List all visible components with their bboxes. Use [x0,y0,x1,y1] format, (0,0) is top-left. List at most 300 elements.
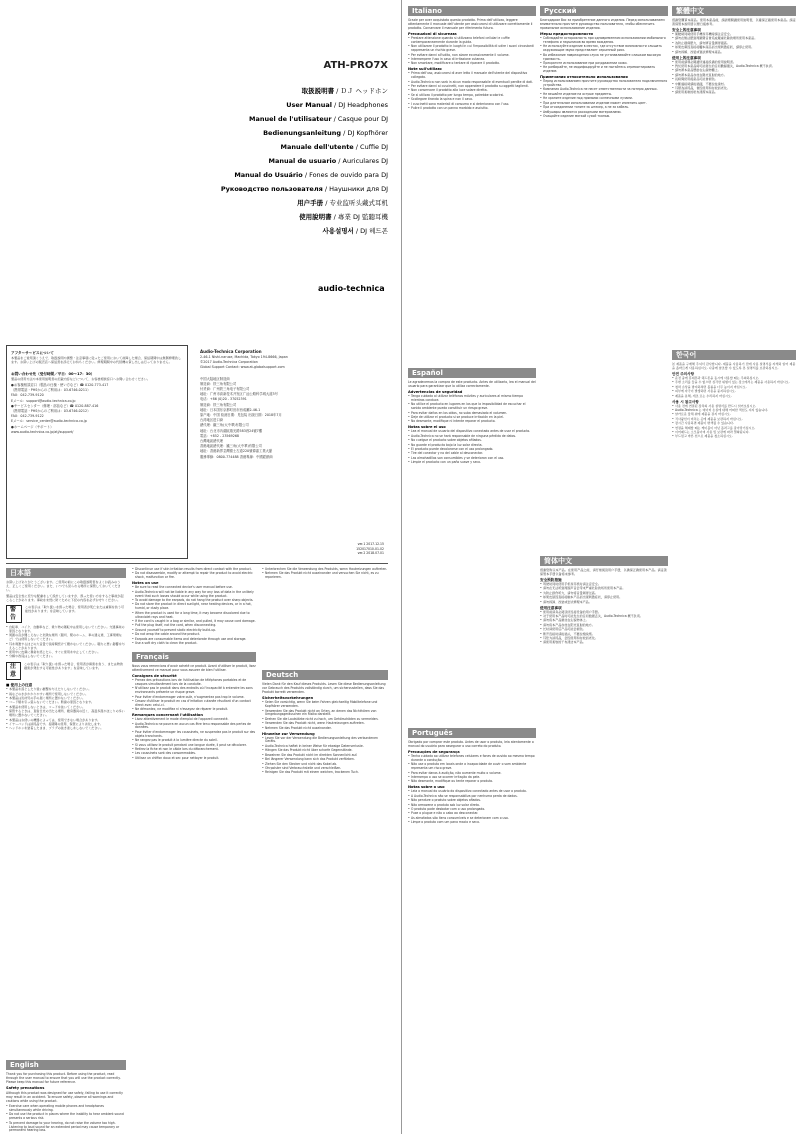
list-item: • A Audio-Technica não se responsabiliza por nenhuma perda de dados. [408,795,536,799]
list-item: • Non utilizzare il prodotto in luoghi in cui l'impossibilità di udire i suoni circostanti rappresenta un rischio grave. [408,45,536,53]
list-item: • Unterbrechen Sie die Verwendung des Produkts, wenn Hautreizungen auftreten. [262,568,388,572]
info-line: 台湾地区进口商 [200,418,224,423]
list-item: • 請勿在無法聽到周圍聲音會造成嚴重危險的場所使用本產品。 [672,37,796,41]
info-line: 地址：日本国东京都町田市西成瀬2-46-1 [200,407,261,412]
list-item: • 分解や改造はしないでください。 [6,655,126,659]
list-item: • Перед использованием прочтите руководство пользователя подключенного устройства. [540,80,668,88]
list-item: • Prenez des précautions lors de l'utilisation de téléphones portables et de casques simultanément lors de la conduite. [132,679,256,687]
en-safety-cont [132,568,256,580]
list-item: • Ground yourself to prevent static electricity build-up. [132,629,256,633]
de-intro: Vielen Dank für den Kauf dieses Produkts. Lesen Sie diese Bedienungsanleitung vor Gebrauch des Produkts vollständig durch, um sicherzustellen, dass Sie das Produkt korrekt verwenden. [262,682,386,695]
manual-title-line [6,84,388,98]
list-item: • Prestare attenzione quando si utilizzano telefoni cellulari e cuffie contemporaneamente durante la guida. [408,37,536,45]
info-line: 總代理：鐵三角(大中華)有限公司 [200,423,249,428]
tc-notes-list [672,61,796,96]
en-safety-list [6,1105,126,1133]
section-russian: Русский [540,6,668,16]
manual-title-line [6,182,388,196]
col-5 [540,6,668,1128]
list-item: • 請勿將本產品懸掛在尖銳物體上。 [672,69,796,73]
title-block [6,6,388,238]
list-item: • 请勿将本产品存放在阳光直射的地方。 [540,624,668,628]
tc-safety-title: 安全上的注意事項 [672,28,701,32]
list-item: • 为防止损伤听力，请勿将音量调得过高。 [540,592,668,596]
info-line: 台灣地區總代理 [200,439,224,444]
list-item: • Interrompere l'uso in caso di irritazione cutanea. [408,58,536,62]
es-intro: Le agradecemos la compra de este producto. Antes de utilizarlo, lea el manual del usuario para garantizar que lo utiliza correctamente. [408,380,536,388]
list-item: • 날카로운 물체 위에 제품을 걸지 마십시오. [672,413,796,417]
info-line: FAX：042-739-9120 [11,393,44,398]
list-item: • 如果皮膚因直接接觸本產品而出現刺激症狀，請停止使用。 [672,46,796,50]
jp-usage-list [6,688,126,731]
ru-notes-title: Примечания относительно использования [540,75,628,80]
list-item: • Retirez la fiche et non le câble lors du débranchement. [132,748,256,752]
list-item: • Audio-Technica haftet in keiner Weise für etwaige Datenverluste. [262,745,388,749]
sc-notes-title: 使用注意事项 [540,605,562,610]
list-item: • Соблюдайте осторожность при одновременном использовании мобильного телефона и наушников во время вождения. [540,37,668,45]
pt-intro: Obrigado por comprar este produto. Antes de usar o produto, leia atentamente o manual do usuário para assegurar o uso correto do produto. [408,740,534,748]
list-item: • 中斷連接時請拔插頭，不要拉扯線材。 [672,83,796,87]
manual-title-line [6,154,388,168]
list-item: • Do not store the product in direct sunlight, near heating devices, or in a hot, humid, or dusty place. [132,603,256,611]
es-notes-list [408,430,536,465]
info-line: 香港地區總代理：鐵三角(大中華)有限公司 [200,444,262,449]
list-item: • Drehen Sie die Lautstärke nicht zu hoch, um Gehörschäden zu vermeiden. [262,718,388,722]
manual-title-bold: 使用說明書 [299,213,332,221]
section-traditional: 繁體中文 [672,6,796,16]
list-item: • 연결을 해제할 때는 케이블이 아닌 플러그를 잡아당기십시오. [672,427,796,431]
list-item: • Tenga cuidado al utilizar teléfonos móviles y auriculares al mismo tiempo mientras conduce. [408,395,536,403]
list-item: • 断开连接时请拔插头，不要拉拽线缆。 [540,633,668,637]
list-item: • 周囲の音が聞こえないと危険な場所（踏切、駅のホーム、車の通る道、工事現場など）では使用しないでください。 [6,634,126,642]
list-item: • Audio-Technica no se hará responsable de ninguna pérdida de datos. [408,435,536,439]
manual-title-rest: / Cuffie DJ [353,143,388,151]
list-item: • 如果皮肤因直接接触本产品而出现刺激症状，请停止使用。 [540,596,668,600]
tc-notes-title: 使用上的注意事項 [672,55,701,60]
info-line: 地址：广州市高新技术开发区广汕公路科学城大道3号 [200,392,278,397]
en-safety-text: Although this product was designed for use safely, failing to use it correctly may result in an accident. To ensure safety, observe all warnings and cautions while using the product. [6,1091,124,1103]
list-item: • コード類を引っ張らないでください。断線の原因となります。 [6,701,126,705]
info-line: FAX：042-739-9122 [11,414,44,419]
it-safety-title: Precauzioni di sicurezza [408,32,457,36]
ru-notes-list [540,80,668,119]
caution-badge: 注意 [6,662,21,680]
list-item: • Exercise care when operating mobile phones and headphones simultaneously while driving. [6,1105,126,1113]
list-item: • No guarde el producto bajo la luz solar directa. [408,444,536,448]
list-item: • Cessez d'utiliser le produit en cas d'irritation cutanée résultant d'un contact direct avec celui-ci. [132,700,256,708]
list-item: • No cuelgue el producto sobre objetos afilados. [408,439,536,443]
section-japanese: 日本語 [6,568,126,578]
manual-title-rest: / 专业监听头戴式耳机 [323,199,388,207]
manual-title-rest: / ＤＪ ヘッドホン [334,87,388,95]
section-simplified: 简体中文 [540,556,668,566]
list-item: • 长时间使用后产品可能会褪色。 [540,628,668,632]
list-item: • Не разбирайте, не модифицируйте и не пытайтесь отремонтировать изделие. [540,66,668,74]
ko-safety-title: 안전 주의사항 [672,372,695,376]
en-safety-title: Safety precautions [6,1086,45,1090]
es-safety-list [408,395,536,424]
it-safety-list [408,37,536,66]
caution-text: この表示は「取り扱いを誤った場合、使用者が傷害を負う、または物的損害が発生する可能性があります」を意味しています。 [23,662,123,671]
section-italiano: Italiano [408,6,536,16]
list-item: • 이어패드는 소모품이며 사용 및 보관에 따라 열화됩니다. [672,431,796,435]
info-line: （携帯電話・PHSからのご利用は：03-6746-0211） [11,388,91,393]
list-item: • Deje de utilizar el producto si se produce irritación en la piel. [408,416,536,420]
list-item: • Verwenden Sie das Produkt nicht, wenn Hautreizungen auftreten. [262,722,388,726]
manual-title-line [6,98,388,112]
info-line: www.audio-technica.co.jp/atj/support/ [11,429,74,434]
section-english-head: English [6,1060,126,1070]
list-item: • Bewahren Sie das Produkt nicht im direkten Sonnenlicht auf. [262,754,388,758]
info-line: （携帯電話・PHSからのご利用は：03-6746-0212） [11,409,91,414]
manual-title-rest: / DJ 헤드폰 [353,227,388,235]
list-item: • Ziehen Sie den Stecker und nicht das Kabel ab. [262,763,388,767]
list-item: • Prima dell'uso, assicurarsi di aver letto il manuale dell'utente del dispositivo collegato. [408,72,536,80]
list-item: • Hängen Sie das Produkt nicht über scharfe Gegenstände. [262,749,388,753]
list-item: • Não use o produto em locais onde a incapacidade de ouvir o som ambiente representa um risco grave. [408,763,536,771]
list-item: • 對於使用本產品時可能發生的任何數據遺失，Audio-Technica 概不負責。 [672,65,796,69]
list-item: • Interrompa o uso se ocorrer irritação da pele. [408,776,536,780]
list-item: • Não armazene o produto sob luz solar direta. [408,804,536,808]
list-item: • Audio-Technica ne pourra en aucun cas être tenu responsable des pertes de données. [132,723,256,731]
list-item: • Si vous utilisez le produit pendant une longue durée, il peut se décolorer. [132,744,256,748]
info-line: ●お客様相談窓口（製品の仕様・使い方など）☎ 0120-773-417 [11,383,109,387]
list-item: • イヤーパッドは消耗品です。長期間の使用、保管により劣化します。 [6,723,126,727]
manual-title-bold: Manuel de l'utilisateur [248,115,332,123]
list-item: • Se si utilizza il prodotto per lungo tempo, potrebbe scolorirsi. [408,94,536,98]
list-item: • 使用前請務必閱讀所連接設備的使用說明書。 [672,61,796,65]
list-item: • O produto pode desbotar com o uso prolongado. [408,808,536,812]
list-item: • Do not use the product in places where the inability to hear ambient sound presents a serious risk. [6,1113,126,1121]
list-item: • Pour éviter d'endommager les coussinets, ne suspendez pas le produit sur des objets tranchants. [132,731,256,739]
list-item: • Utilisez un chiffon doux et sec pour nettoyer le produit. [132,757,256,761]
list-item: • 주변 소리를 들을 수 없으면 심각한 위험이 있는 장소에서는 제품을 사용하지 마십시오. [672,381,796,385]
list-item: • Limpe o produto com um pano macio e seco. [408,821,536,825]
contact-lines [11,383,183,435]
pt-notes-list [408,790,536,825]
sc-safety-list [540,583,668,605]
sc-safety-title: 安全预防措施 [540,578,562,582]
aftercare-title: アフターサービスについて [11,351,54,355]
info-line: ●ホームページ（サポート） [11,424,54,429]
it-notes-list [408,72,536,111]
col-3 [262,568,388,1128]
list-item: • 请勿将本产品悬挂在尖锐物体上。 [540,619,668,623]
list-item: • No utilice el producto en lugares en los que la imposibilidad de escuchar el sonido ambiente pueda constituir un riesgo grave. [408,403,536,411]
es-safety-title: Advertencias de seguridad [408,390,463,394]
list-item: • Компания Audio-Technica не несет ответственности за потерю данных. [540,88,668,92]
list-item: • 请勿拆卸、改装或尝试修理本产品。 [540,601,668,605]
sc-notes-list [540,611,668,646]
list-item: • 운전 중에 휴대폰과 헤드폰을 동시에 사용할 때는 주의하십시오. [672,377,796,381]
col-6 [672,6,796,1128]
list-item: • Verwenden Sie das Produkt nicht an Orten, an denen das Nichthören von Umgebungsgeräuschen ein Risiko darstellt. [262,710,388,718]
section-deutsch: Deutsch [262,670,388,680]
col-jp [6,568,126,1128]
manual-title-bold: User Manual [286,101,332,109]
de-notes-list [262,737,388,776]
jp-warning-list [6,626,126,659]
list-item: • 직사광선이 비치는 곳에 제품을 보관하지 마십시오. [672,418,796,422]
corp-copyright: ©2017 Audio-Technica Corporation [200,360,258,365]
it-intro: Grazie per aver acquistato questo prodotto. Prima dell'utilizzo, leggere attentamente il manuale dell'utente per assicurarsi di utilizzare correttamente il prodotto. Conservare il manuale per riferimento futuro. [408,18,533,30]
ko-notes-title: 사용 시 참고사항 [672,399,699,404]
fr-notes-title: Remarques concernant l'utilisation [132,713,203,718]
brand-logo [318,284,388,293]
list-item: • 雨などの水がかかりやすい場所で使用しないでください。 [6,693,126,697]
list-item: • 本製品は乳幼児の手の届く場所に置かないでください。 [6,697,126,701]
list-item: • 長時間使用後產品可能會褪色。 [672,78,796,82]
version: ver.1 2017.12.15 [357,542,384,547]
list-item: • 使用中に皮膚に異常を感じたら、すぐに使用を中止してください。 [6,651,126,655]
list-item: • 驾驶时同时使用手机和耳机时请注意安全。 [540,583,668,587]
notes-title: Notes on use [132,581,159,586]
manual-title-bold: Manual do Usuário [234,171,303,179]
info-line: 制造商：铁三角有限公司 [200,381,237,386]
info-line: 地址：香港新界荃灣德士古道220號偉嘉工業大廈 [200,449,273,454]
jp-intro: お買い上げありがとうございます。ご使用の前にこの取扱説明書をよくお読みのうえ、正しくご使用ください。また、いつでも見られる場所に保管しておいてください。 [6,580,121,592]
list-item: • 对于使用本产品时可能发生的任何数据丢失，Audio-Technica 概不负责。 [540,615,668,619]
fr-safety-list [132,679,256,712]
notes-list [132,586,256,646]
manual-title-line [6,112,388,126]
col-4 [408,6,536,1128]
list-item: • 本製品を使用しないときは、コードを抜いてください。 [6,706,126,710]
list-item: • 请使用柔软的干布清洁本产品。 [540,641,668,645]
list-item: • Амбушюры являются расходными материалами. [540,111,668,115]
warning-text: この表示は「取り扱いを誤った場合、使用者が死亡または重傷を負う可能性があります」を意味しています。 [25,605,125,613]
info-line: 地址：台北市內湖區瑞光路583巷24號7樓 [200,428,263,433]
contact-title: お問い合わせ先（受付時間／平日：00～17：30） [11,372,95,376]
aftercare-text: 本製品をご愛用頂くうえで、取扱説明や調整・注意事項に従ったご使用において故障した場合、保証期間中は無償修理致します。お買い上げの販売店へ保証書を添えてお持ちください。修理期間中の代替機の貸し出しは行っておりません。 [11,356,182,364]
section-francais: Français [132,652,256,662]
list-item: • Les coussinets sont des consommables. [132,752,256,756]
info-line: ●サービスセンター（修理・部品など）☎ 0120-887-416 [11,403,99,408]
manual-title-bold: 사용설명서 [322,227,354,235]
list-item: • 本製品を落としたり強い衝撃を与えたりしないでください。 [6,688,126,692]
manual-title-line [6,210,388,224]
corp-name: Audio-Technica Corporation [200,349,262,354]
list-item: • Seien Sie vorsichtig, wenn Sie beim Fahren gleichzeitig Mobiltelefone und Kopfhörer verwenden. [262,701,388,709]
list-item: • Non smontare, modificare o tentare di riparare il prodotto. [408,62,536,66]
brand-name: audio-technica [318,284,385,293]
list-item: • Не храните изделие под прямыми солнечными лучами. [540,97,668,101]
manual-title-rest: / Casque pour DJ [331,115,388,123]
list-item: • Per evitare danni all'udito, non alzare eccessivamente il volume. [408,54,536,58]
list-item: • 自転車、バイク、自動車など、乗り物の運転中は使用しないでください。交通事故の原因となります。 [6,626,126,634]
list-item: • Para evitar danos à audição, não aumente muito o volume. [408,772,536,776]
info-line: 付货商：广州铁三角电子有限公司 [200,387,250,392]
list-item: • 請勿將本產品存放在陽光直射的地方。 [672,74,796,78]
list-item: • 耳垫为消耗品，会因使用和存放而老化。 [540,637,668,641]
list-item: • Ne démontez, ne modifiez ni n'essayez de réparer le produit. [132,708,256,712]
manual-title-line [6,126,388,140]
fr-cont-list [262,568,388,580]
fr-intro: Nous vous remercions d'avoir acheté ce produit. Avant d'utiliser le produit, lisez attentivement ce manuel pour vous assurer de bien l'utiliser. [132,663,256,672]
warning-badge: 警告 [6,605,22,623]
list-item: • No desmonte, modifique ni intente reparar el producto. [408,420,536,424]
list-item: • Audio-Technica non sarà in alcun modo responsabile di eventuali perdite di dati. [408,81,536,85]
list-item: • Не вешайте изделие на острые предметы. [540,93,668,97]
manual-title-bold: Bedienungsanleitung [263,129,342,137]
list-item: • 耳墊為消耗品，會因使用和存放而老化。 [672,87,796,91]
list-item: • Para evitar daños en los oídos, no suba demasiado el volumen. [408,412,536,416]
de-notes-title: Hinweise zur Verwendung [262,731,315,736]
manual-title-bold: 用户手册 [297,199,324,207]
jp-safety: 製品は安全性に充分な配慮をして設計していますが、誤った使い方をすると事故が起こることがあります。事故を未然に防ぐために下記の内容を必ずお守りください。 [6,594,124,602]
list-item: • N'utilisez pas le produit dans des endroits où l'incapacité à entendre les sons environnants présente un risque grave. [132,687,256,695]
ru-safety-list [540,37,668,74]
info-line: Eメール：service_center@audio-technica.co.jp [11,419,87,424]
list-item: • Non conservare il prodotto alla luce solare diretta. [408,89,536,93]
section-portugues: Português [408,728,536,738]
manual-title-bold: Руководство пользователя [220,185,323,193]
list-item: • Reinigen Sie das Produkt mit einem weichen, trockenen Tuch. [262,771,388,775]
list-item: • El producto puede decolorarse con el uso prolongado. [408,448,536,452]
list-item: • Не используйте изделие в местах, где отсутствие возможности слышать окружающие звуки представляет серьезный риск. [540,45,668,53]
list-item: • 本製品はお使いの機器によっては、使用できない場合があります。 [6,719,126,723]
ru-safety-title: Меры предосторожности [540,32,593,36]
pt-notes-title: Notas sobre o uso [408,785,445,790]
list-item: • Audio-Technica 는 데이터 손실에 대해 어떠한 책임도 지지 않습니다. [672,409,796,413]
list-item: • 請使用柔軟的乾布清潔本產品。 [672,91,796,95]
pt-safety-list [408,755,536,784]
list-item: • Ohrpolster sind Verbrauchsteile und verschleißen. [262,767,388,771]
col-en [6,1060,126,1133]
list-item: • 保管するときは、直射日光の当たる場所、暖房器具の近く、高温多湿やほこりの多い場所に置かないでください。 [6,710,126,718]
list-item: • Ne rangez pas le produit à la lumière directe du soleil. [132,739,256,743]
list-item: • Do not disassemble, modify or attempt to repair the product to avoid electric shock, malfunction or fire. [132,572,256,580]
list-item: • При отсоединении тяните за штекер, а не за кабель. [540,106,668,110]
list-item: • ヘッドホンを装着したまま、プラグの抜き差しをしないでください。 [6,727,126,731]
list-item: • Lisez attentivement le mode d'emploi de l'appareil connecté. [132,718,256,722]
list-item: • 请勿在无法听到周围声音会带来严重危险的场所使用本产品。 [540,587,668,591]
manual-title-rest: / Fones de ouvido para DJ [302,171,388,179]
manual-title-rest: / 專業 DJ 監聽耳機 [331,213,388,221]
manual-title-line [6,168,388,182]
list-item: • To avoid damage to the earpads, do not hang the product over sharp objects. [132,599,256,603]
docnum: 152017010-01-02 [356,546,384,551]
list-item: • 청력 손상을 방지하려면 볼륨을 너무 높이지 마십시오. [672,386,796,390]
list-item: • I cuscinetti sono materiali di consumo e si deteriorano con l'uso. [408,103,536,107]
ko-safety-list [672,377,796,399]
list-item: • Tire del conector y no del cable al desconectar. [408,452,536,456]
list-item: • 駕駛時同時使用手機和耳機時請注意安全。 [672,33,796,37]
list-item: • 제품을 분해, 개조 또는 수리하지 마십시오. [672,395,796,399]
list-item: • When the product is used for a long time, it may become discolored due to ultraviolet rays and heat. [132,612,256,620]
sc-intro: 感谢您购买本产品。在使用产品之前，请仔细阅读用户手册，以确保正确使用本产品。请妥善保管本手册以备将来参考。 [540,568,667,576]
it-notes-title: Note sull'utilizzo [408,67,442,72]
list-item: • Puxe o plugue e não o cabo ao desconectar. [408,812,536,816]
jp-usage-title: ■ 使用上の注意 [6,683,33,688]
list-item: • Limpie el producto con un paño suave y seco. [408,461,536,465]
manual-title-bold: 取扱説明書 [301,87,335,95]
list-item: • Bei längerer Verwendung kann sich das Produkt verfärben. [262,758,388,762]
list-item: • Pour éviter d'endommager votre ouïe, n'augmentez pas trop le volume. [132,696,256,700]
manual-titles [6,84,388,238]
manual-title-rest: / Auriculares DJ [336,157,388,165]
list-item: • 부드럽고 마른 천으로 제품을 청소하십시오. [672,435,796,439]
list-item: • 사용 전에 연결된 장치의 사용 설명서를 반드시 읽어보십시오. [672,405,796,409]
ko-intro: 본 제품을 구매해 주셔서 감사합니다. 제품을 사용하기 전에 사용 설명서를 자세히 읽어 제품을 올바르게 사용하십시오. 나중에 참조할 수 있도록 본 설명서를 보관하십시오. [672,362,796,370]
list-item: • To prevent damage to your hearing, do not raise the volume too high. Listening to loud sound for an extended period may cause temporary or permanent hearing loss. [6,1122,126,1134]
en-intro: Thank you for purchasing this product. Before using the product, read through the user manual to ensure that you will use the product correctly. Please keep this manual for future reference. [6,1072,121,1084]
tc-safety-list [672,33,796,55]
corp-box [196,345,388,559]
list-item: • Pulire il prodotto con un panno morbido e asciutto. [408,107,536,111]
model-name: ATH-PRO7X [323,60,388,71]
list-item: • 請勿拆解、改裝或嘗試修理本產品。 [672,51,796,55]
info-line: 制造商：铁三角有限公司 [200,402,237,407]
list-item: • As almofadas são itens consumíveis e se deterioram com o uso. [408,817,536,821]
list-item: • Leia o manual do usuário do dispositivo conectado antes de usar o produto. [408,790,536,794]
list-item: • Nehmen Sie das Produkt nicht auseinander. [262,727,388,731]
fr-safety-title: Consignes de sécurité [132,673,177,678]
corp-address: 2-46-1 Nishi-naruse, Machida, Tokyo 194-8666, Japan [200,355,288,359]
manual-title-line [6,224,388,238]
list-item: • При длительном использовании изделие может изменить цвет. [540,102,668,106]
manual-title-rest: / DJ Kopfhörer [341,129,388,137]
tc-intro: 感謝您購買本產品。使用本產品前，請詳細閱讀使用說明書，以確保正確使用本產品。請妥善保管本說明書以便日後參考。 [672,18,796,26]
section-korean: 한국어 [672,350,796,360]
col-2 [132,568,256,1128]
list-item: • Las almohadillas son consumibles y se deterioran con el uso. [408,457,536,461]
corp-support: Global Support Contact: www.at-globalsupport.com [200,365,285,370]
info-line: 中国大陆地区制造商 [200,376,230,381]
list-item: • 장시간 사용하면 제품이 변색될 수 있습니다. [672,422,796,426]
de-safety-list [262,701,388,730]
version2: ver.2 2018.07.01 [357,550,384,555]
info-line: Eメール：support@audio-technica.co.jp [11,398,76,403]
list-item: • Scollegare tirando la spina e non il cavo. [408,98,536,102]
manual-title-bold: Manuale dell'utente [280,143,354,151]
info-line: 服務專線：0800-774488 香港專線：中國經銷商 [200,454,273,459]
pt-safety-title: Precauções de segurança [408,750,460,754]
list-item: • Audio-Technica will not be liable in any way for any loss of data in the unlikely event that such losses should occur while using the product. [132,591,256,599]
list-item: • If the cord is caught in a bag or similar, and pulled, it may cause cord damage. [132,620,256,624]
manual-title-line [6,196,388,210]
ru-intro: Благодарим Вас за приобретение данного изделия. Перед использованием внимательно прочтите руководство пользователя, чтобы обеспечить правильное использование изделия. [540,18,665,30]
info-line: 原产地：中国 检测日期：见包装 出版日期：2018年7月 [200,413,282,418]
contact-text: 製品の使用方法や本使用説明書の記載内容などについて、お客様相談窓口へお問い合わせください。 [11,377,151,381]
list-item: • 耳を刺激するほどの大音量で長時間続けて聞かないでください。聴力に悪い影響を与えることがあります。 [6,643,126,651]
list-item: • Discontinue use if skin irritation results from direct contact with the product. [132,568,256,572]
list-item: • Do not wrap the cable around the product. [132,633,256,637]
aftercare-box [6,345,188,559]
list-item: • Use a soft dry cloth to clean the product. [132,642,256,646]
es-notes-title: Notas sobre el uso [408,425,446,430]
list-item: • Nehmen Sie das Produkt nicht auseinander und versuchen Sie nicht, es zu reparieren. [262,572,388,580]
list-item: • Per evitare danni ai cuscinetti, non appendere il prodotto su oggetti taglienti. [408,85,536,89]
list-item: • Во избежание повреждения слуха не устанавливайте слишком высокую громкость. [540,54,668,62]
section-espanol: Español [408,368,536,378]
manual-title-line [6,140,388,154]
list-item: • Pull the plug itself, not the cord, when disconnecting. [132,624,256,628]
list-item: • 피부에 자극이 발생하면 사용을 중지하십시오. [672,390,796,394]
de-safety-title: Sicherheitsvorkehrungen [262,696,314,701]
list-item: • Tenha cuidado ao utilizar telefones celulares e fones de ouvido ao mesmo tempo durante a condução. [408,755,536,763]
ko-notes-list [672,405,796,440]
list-item: • Прекратите использование при раздражении кожи. [540,62,668,66]
manual-title-bold: Manual de usuario [268,157,337,165]
list-item: • 使用前请务必阅读所连接设备的用户手册。 [540,611,668,615]
cn-lines [200,377,384,460]
list-item: • Não desmonte, modifique ou tente reparar o produto. [408,780,536,784]
list-item: • Be sure to read the connected device's user manual before use. [132,586,256,590]
list-item: • Não pendure o produto sobre objetos afiados. [408,799,536,803]
manual-title-rest: / DJ Headphones [331,101,388,109]
info-line: 電話：+852 - 23569268 [200,433,240,438]
